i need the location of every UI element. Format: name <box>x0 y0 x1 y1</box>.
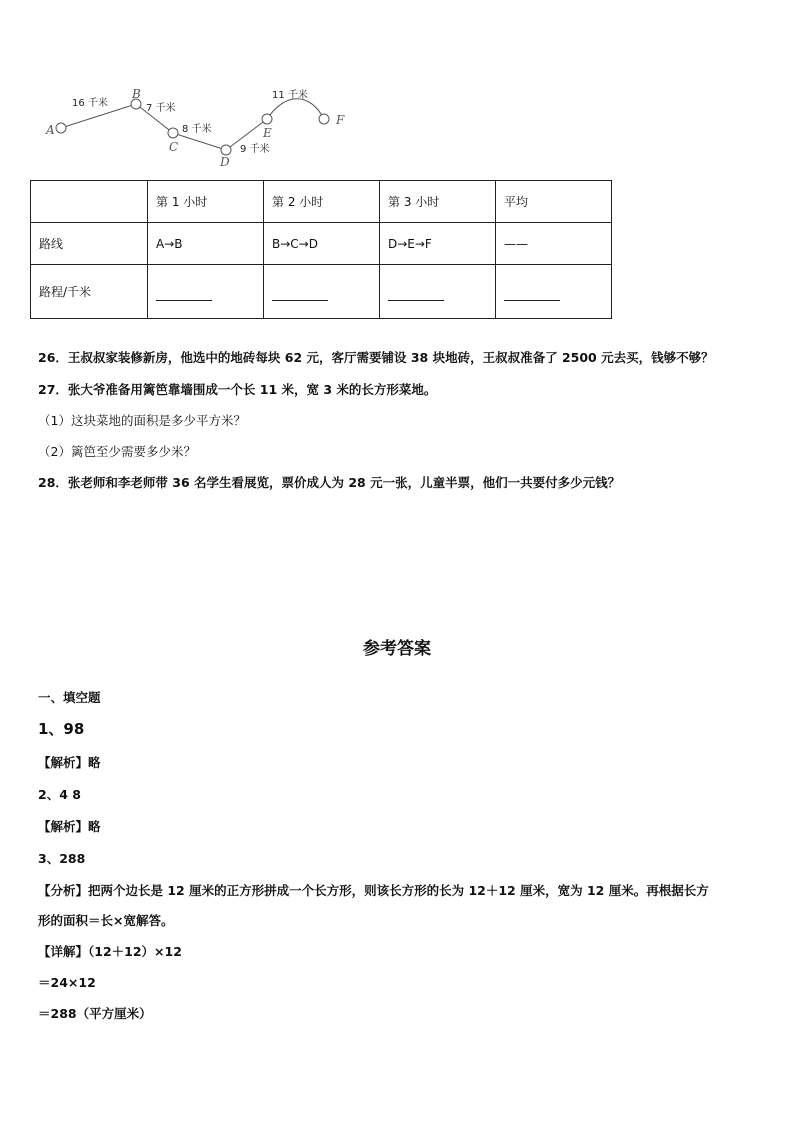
label-b: B <box>132 87 141 101</box>
table-cell: D→E→F <box>380 223 496 265</box>
table-cell: 平均 <box>496 181 612 223</box>
label-f: F <box>336 113 345 127</box>
point-e <box>262 114 272 124</box>
table-header-row <box>31 181 612 223</box>
answer-3-analysis: 【分析】把两个边长是 12 厘米的正方形拼成一个长方形，则该长方形的长为 12＋12 厘米，宽为 12 厘米。再根据长方 <box>38 883 709 898</box>
segment-de-label: 9 千米 <box>240 144 270 155</box>
table-cell <box>264 265 380 319</box>
question-28: 28．张老师和李老师带 36 名学生看展览，票价成人为 28 元一张，儿童半票，他们一共要付多少元钱？ <box>38 475 621 490</box>
table-cell <box>380 265 496 319</box>
table-cell: 第 2 小时 <box>264 181 380 223</box>
table-cell <box>31 181 148 223</box>
answer-3-step-1: ＝24×12 <box>38 975 96 990</box>
table-cell: B→C→D <box>264 223 380 265</box>
label-e: E <box>263 126 272 140</box>
answer-blank[interactable] <box>272 286 328 301</box>
label-c: C <box>169 140 179 154</box>
table-cell <box>496 265 612 319</box>
table-cell: 路程/千米 <box>31 265 148 319</box>
question-27: 27．张大爷准备用篱笆靠墙围成一个长 11 米，宽 3 米的长方形菜地。 <box>38 382 437 397</box>
question-27-part-1: （1）这块菜地的面积是多少平方米？ <box>38 413 246 428</box>
table-cell: 第 3 小时 <box>380 181 496 223</box>
route-table <box>30 180 612 319</box>
point-f <box>319 114 329 124</box>
point-a <box>56 123 66 133</box>
question-27-part-2: （2）篱笆至少需要多少米？ <box>38 444 196 459</box>
answers-title: 参考答案 <box>363 639 431 659</box>
segment-ef-label: 11 千米 <box>272 90 308 101</box>
label-a: A <box>46 123 55 137</box>
answer-2: 2、4 8 <box>38 787 81 802</box>
table-cell <box>148 265 264 319</box>
answer-1: 1、98 <box>38 720 85 738</box>
answer-3: 3、288 <box>38 851 86 866</box>
answer-blank[interactable] <box>504 286 560 301</box>
section-heading: 一、填空题 <box>38 690 101 705</box>
label-d: D <box>220 155 230 169</box>
answer-3-step-2: ＝288（平方厘米） <box>38 1006 152 1021</box>
point-d <box>221 145 231 155</box>
answer-blank[interactable] <box>156 286 212 301</box>
table-cell: 第 1 小时 <box>148 181 264 223</box>
table-row <box>31 265 612 319</box>
route-diagram <box>40 84 370 174</box>
answer-3-detail: 【详解】（12＋12）×12 <box>38 944 182 959</box>
table-cell: A→B <box>148 223 264 265</box>
segment-ab-label: 16 千米 <box>72 98 108 109</box>
answer-3-analysis-cont: 形的面积＝长×宽解答。 <box>38 913 174 928</box>
table-cell: —— <box>496 223 612 265</box>
point-c <box>168 128 178 138</box>
table-row <box>31 223 612 265</box>
question-26: 26．王叔叔家装修新房，他选中的地砖每块 62 元，客厅需要铺设 38 块地砖，王叔叔准备了 2500 元去买，钱够不够？ <box>38 350 714 365</box>
answer-2-note: 【解析】略 <box>38 819 101 834</box>
table-cell: 路线 <box>31 223 148 265</box>
segment-cd-label: 8 千米 <box>182 124 212 135</box>
answer-blank[interactable] <box>388 286 444 301</box>
segment-bc-label: 7 千米 <box>146 103 176 114</box>
answer-1-note: 【解析】略 <box>38 755 101 770</box>
